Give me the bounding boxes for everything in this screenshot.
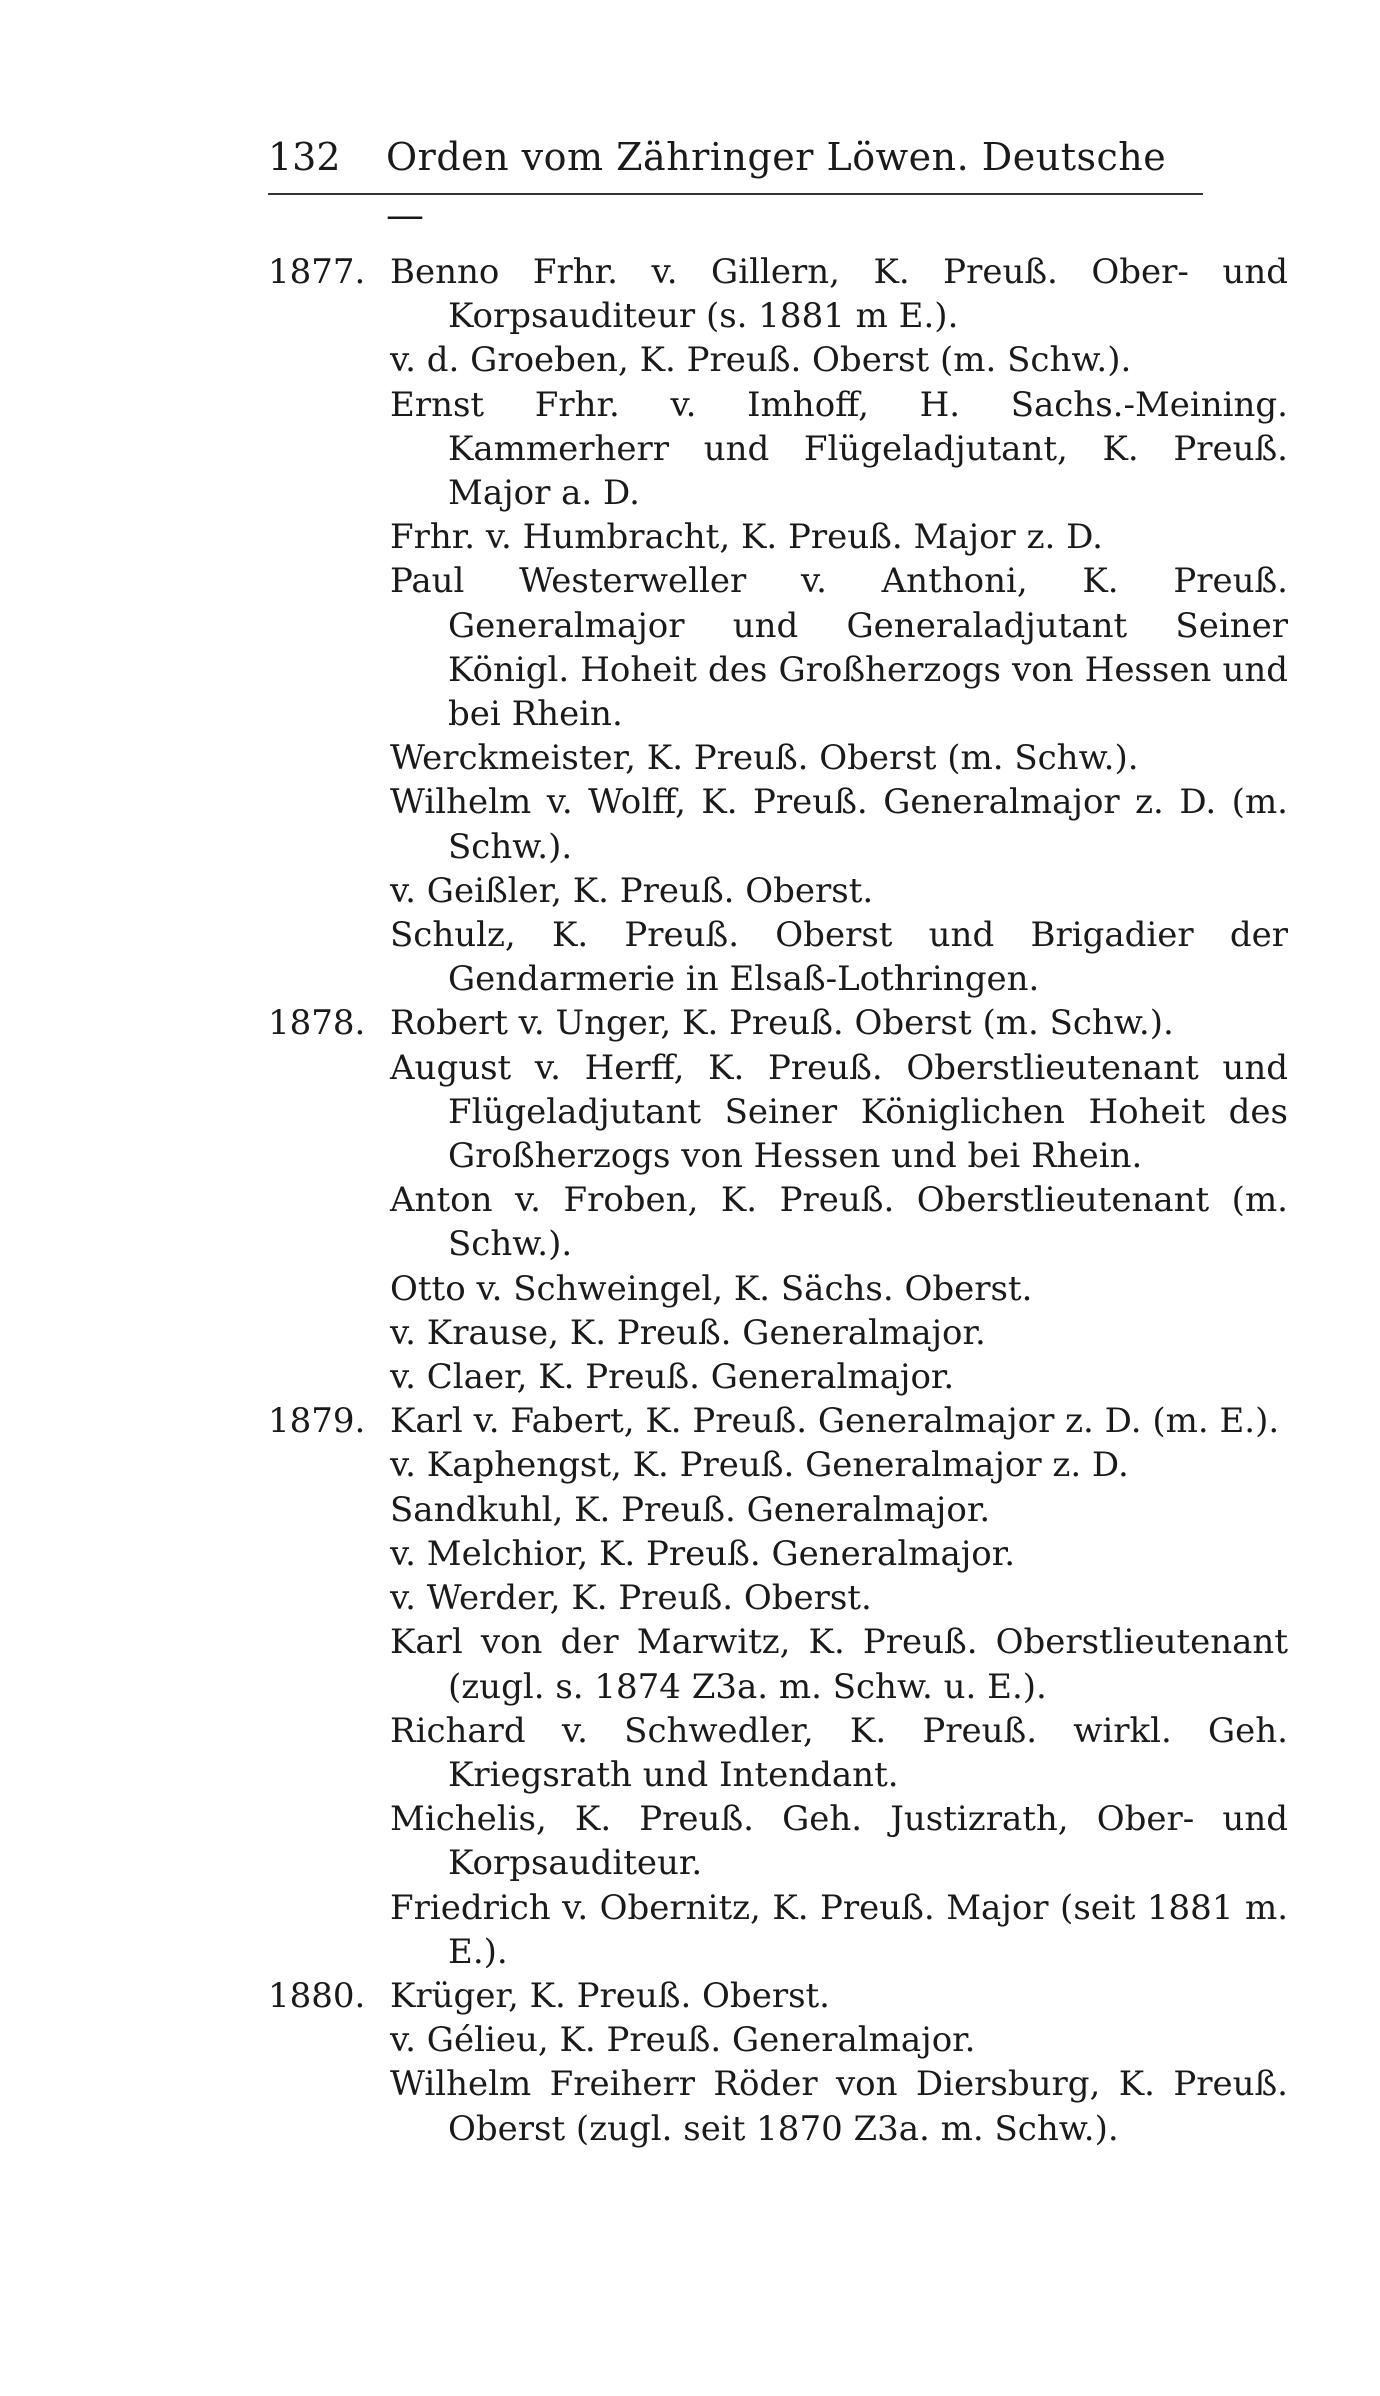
entry-text: v. Gélieu, K. Preuß. Generalmajor. <box>390 2020 976 2061</box>
list-item <box>268 1399 1288 1443</box>
list-item <box>268 1576 1288 1620</box>
entry-text: v. Werder, K. Preuß. Oberst. <box>390 1578 872 1619</box>
entry-text: Anton v. Froben, K. Preuß. Oberstlieutenant (m. Schw.). <box>390 1180 1288 1265</box>
list-item <box>268 736 1288 780</box>
entry-text: Karl von der Marwitz, K. Preuß. Oberstlieutenant (zugl. s. 1874 Z3a. m. Schw. u. E.). <box>390 1622 1288 1707</box>
list-item <box>268 1709 1288 1797</box>
entry-text: Frhr. v. Humbracht, K. Preuß. Major z. D. <box>390 517 1103 558</box>
entry-text: v. Claer, K. Preuß. Generalmajor. <box>390 1357 955 1398</box>
entry-text: Wilhelm v. Wolff, K. Preuß. Generalmajor z. D. (m. Schw.). <box>390 782 1288 867</box>
list-item <box>268 1443 1288 1487</box>
list-item <box>268 1267 1288 1311</box>
header-rule <box>268 193 1203 195</box>
list-item <box>268 2062 1288 2150</box>
list-item <box>268 1886 1288 1974</box>
entry-text: Robert v. Unger, K. Preuß. Oberst (m. Schw.). <box>390 1003 1174 1044</box>
entry-text: Benno Frhr. v. Gillern, K. Preuß. Ober- und Korpsauditeur (s. 1881 m E.). <box>390 252 1288 337</box>
entry-text: Karl v. Fabert, K. Preuß. Generalmajor z. D. (m. E.). <box>390 1401 1280 1442</box>
entry-list <box>268 250 1288 2151</box>
list-item <box>268 1001 1288 1045</box>
running-head <box>268 128 1203 237</box>
entry-text: Paul Westerweller v. Anthoni, K. Preuß. Generalmajor und Generaladjutant Seiner Königl. Hoheit des Großherzogs von Hessen und bei Rhein. <box>390 561 1288 735</box>
entry-text: Michelis, K. Preuß. Geh. Justizrath, Ober- und Korpsauditeur. <box>390 1799 1288 1884</box>
list-item <box>268 913 1288 1001</box>
list-item <box>268 1178 1288 1266</box>
entry-year: 1877. <box>268 252 366 292</box>
list-item <box>268 1974 1288 2018</box>
list-item <box>268 869 1288 913</box>
entry-text: v. Kaphengst, K. Preuß. Generalmajor z. D. <box>390 1445 1129 1486</box>
entry-text: Wilhelm Freiherr Röder von Diersburg, K. Preuß. Oberst (zugl. seit 1870 Z3a. m. Schw.). <box>390 2064 1288 2149</box>
list-item <box>268 559 1288 736</box>
entry-text: Krüger, K. Preuß. Oberst. <box>390 1975 830 2016</box>
entry-text: v. Krause, K. Preuß. Generalmajor. <box>390 1312 986 1353</box>
list-item <box>268 1311 1288 1355</box>
entry-text: Ernst Frhr. v. Imhoff, H. Sachs.-Meining. Kammerherr und Flügeladjutant, K. Preuß. Major a. D. <box>390 384 1288 514</box>
entry-text: Otto v. Schweingel, K. Sächs. Oberst. <box>390 1268 1033 1309</box>
entry-text: Richard v. Schwedler, K. Preuß. wirkl. Geh. Kriegsrath und Intendant. <box>390 1710 1288 1795</box>
list-item <box>268 1620 1288 1708</box>
entry-year: 1879. <box>268 1401 366 1442</box>
list-item <box>268 250 1288 338</box>
list-item <box>268 1488 1288 1532</box>
entry-text: Sandkuhl, K. Preuß. Generalmajor. <box>390 1489 991 1530</box>
list-item <box>268 1532 1288 1576</box>
entry-text: August v. Herff, K. Preuß. Oberstlieutenant und Flügeladjutant Seiner Königlichen Hoheit des Großherzogs von Hessen und bei Rhein. <box>390 1047 1288 1177</box>
entry-text: v. d. Groeben, K. Preuß. Oberst (m. Schw.). <box>390 340 1132 381</box>
list-item <box>268 2018 1288 2062</box>
list-item <box>268 515 1288 559</box>
list-item <box>268 383 1288 516</box>
list-item <box>268 1355 1288 1399</box>
entry-text: Friedrich v. Obernitz, K. Preuß. Major (seit 1881 m. E.). <box>390 1887 1288 1972</box>
entry-text: v. Melchior, K. Preuß. Generalmajor. <box>390 1533 1016 1574</box>
entry-text: v. Geißler, K. Preuß. Oberst. <box>390 870 874 911</box>
page-number: 132 <box>268 135 341 179</box>
entry-text: Schulz, K. Preuß. Oberst und Brigadier der Gendarmerie in Elsaß-Lothringen. <box>390 915 1288 1000</box>
running-title: Orden vom Zähringer Löwen. Deutsche — <box>386 135 1167 237</box>
list-item <box>268 1046 1288 1179</box>
list-item <box>268 338 1288 382</box>
list-item <box>268 1797 1288 1885</box>
list-item <box>268 780 1288 868</box>
entry-text: Werckmeister, K. Preuß. Oberst (m. Schw.). <box>390 738 1139 779</box>
entry-year: 1878. <box>268 1003 366 1044</box>
entry-year: 1880. <box>268 1975 366 2016</box>
